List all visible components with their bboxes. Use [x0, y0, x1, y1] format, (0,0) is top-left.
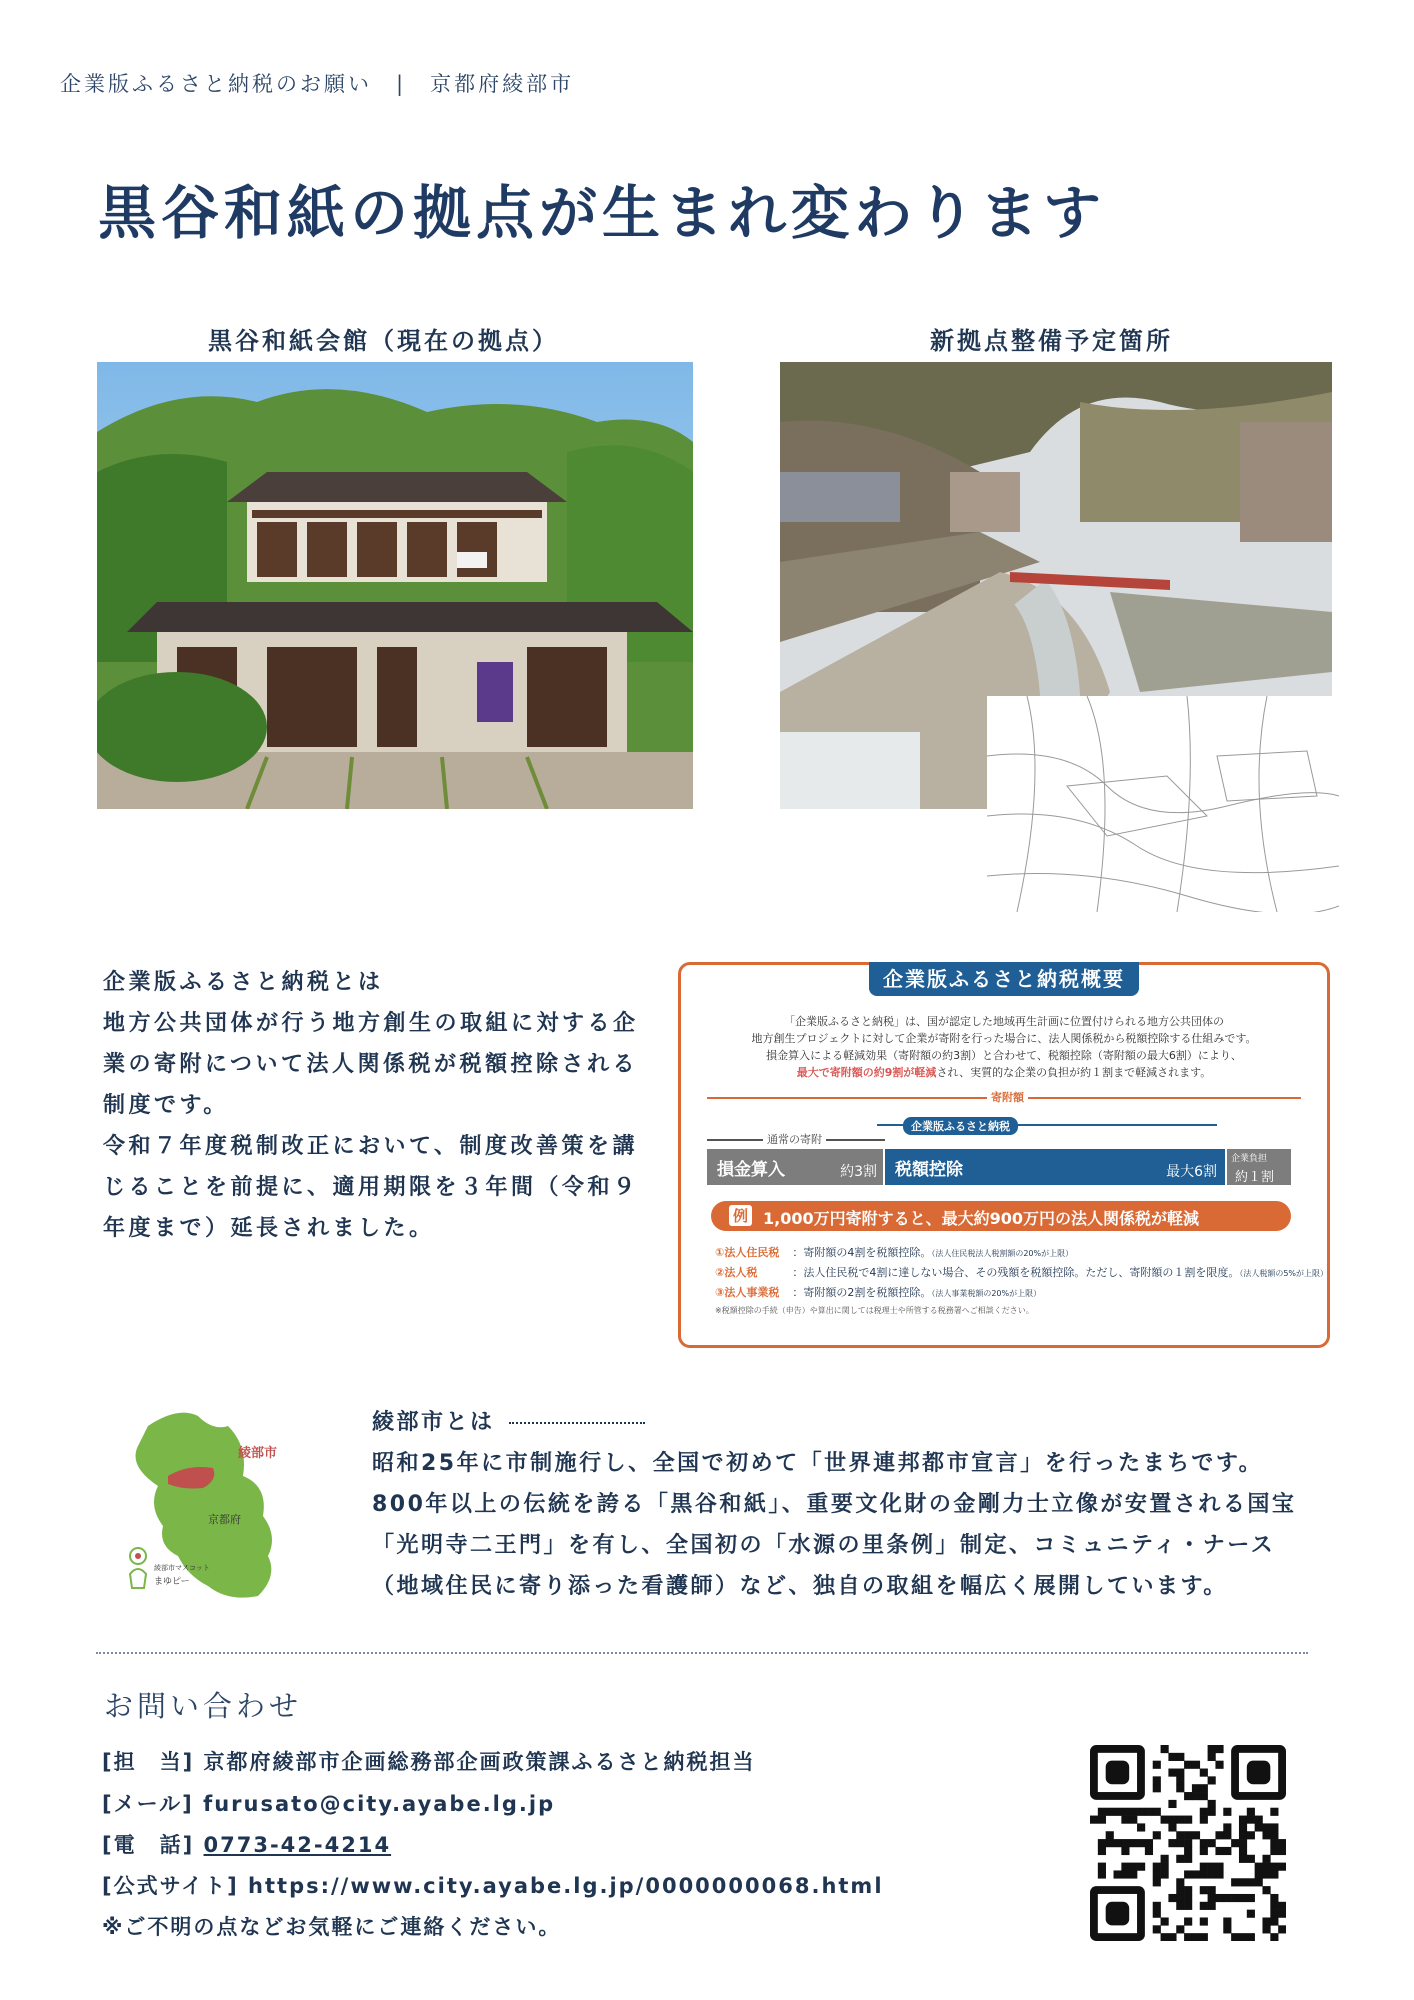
segment-burden-value: 約１割	[1235, 1170, 1275, 1185]
contact-heading: お問い合わせ	[104, 1689, 303, 1723]
section-divider	[96, 1652, 1308, 1654]
contact-row-email: [メール] furusato@city.ayabe.lg.jp	[102, 1792, 556, 1816]
ayabe-line: （地域住民に寄り添った看護師）など、独自の取組を幅広く展開しています。	[372, 1574, 1228, 1599]
tax-items-list	[715, 1243, 1329, 1316]
ayabe-city-label: 綾部市	[238, 1446, 278, 1461]
page-header	[60, 68, 574, 98]
header-right: 京都府綾部市	[430, 72, 575, 96]
page-title: 黒谷和紙の拠点が生まれ変わります	[98, 179, 1107, 247]
mascot-line-1: 綾部市マスコット	[154, 1564, 210, 1572]
furusato-tax-explanation	[103, 962, 663, 1249]
segment-loss-value: 約3割	[840, 1164, 877, 1180]
intro-line: じることを前提に、適用期限を３年間（令和９	[103, 1175, 639, 1200]
intro-line: 業の寄附について法人関係税が税額控除される	[103, 1052, 639, 1077]
overview-highlight-tail: され、実質的な企業の負担が約１割まで軽減されます。	[936, 1066, 1212, 1079]
intro-line: 制度です。	[103, 1093, 229, 1118]
ayabe-line: 800年以上の伝統を誇る「黒谷和紙」、重要文化財の金剛力士立像が安置される国宝	[372, 1492, 1297, 1517]
intro-line: 令和７年度税制改正において、制度改善策を講	[103, 1134, 639, 1159]
ayabe-line: 「光明寺二王門」を有し、全国初の「水源の里条例」制定、コミュニティ・ナース	[372, 1533, 1276, 1558]
contact-row-website: [公式サイト] https://www.city.ayabe.lg.jp/0000000068.html	[102, 1874, 884, 1898]
donation-label: 寄附額	[987, 1089, 1028, 1105]
qr-code[interactable]	[1090, 1745, 1286, 1941]
overview-para-3: 損金算入による軽減効果（寄附額の約3割）と合わせて、税額控除（寄附額の最大6割）により、	[766, 1049, 1242, 1062]
intro-line: 地方公共団体が行う地方創生の取組に対する企	[103, 1011, 639, 1036]
example-banner	[711, 1201, 1291, 1231]
mascot-line-2: まゆピー	[154, 1577, 190, 1587]
furusato-label: 企業版ふるさと納税	[903, 1117, 1018, 1135]
segment-credit	[885, 1149, 1225, 1185]
segment-credit-value: 最大6割	[1166, 1164, 1217, 1180]
kyoto-pref-label: 京都府	[208, 1513, 241, 1526]
header-separator: |	[396, 72, 407, 96]
ayabe-map	[118, 1406, 298, 1602]
normal-label: 通常の寄附	[763, 1131, 826, 1147]
overview-title: 企業版ふるさと納税概要	[869, 962, 1139, 996]
email-link[interactable]: furusato@city.ayabe.lg.jp	[203, 1792, 556, 1816]
tax-item: ②法人税 ：法人住民税で4割に達しない場合、その残額を税額控除。ただし、寄附額の１割を限度。（法人税額の5%が上限）	[715, 1266, 1329, 1279]
tax-item: ③法人事業税 ：寄附額の2割を税額控除。（法人事業税額の20%が上限）	[715, 1286, 1042, 1299]
segment-burden	[1227, 1149, 1291, 1185]
segment-loss	[707, 1149, 883, 1185]
segment-burden-label: 企業負担	[1231, 1154, 1268, 1164]
intro-line: 年度まで）延長されました。	[103, 1216, 435, 1241]
website-link[interactable]: https://www.city.ayabe.lg.jp/0000000068.html	[248, 1874, 884, 1898]
overview-para-4	[711, 1064, 1297, 1080]
contact-row-person: [担 当] 京都府綾部市企画総務部企画政策課ふるさと納税担当	[102, 1750, 756, 1774]
phone-link[interactable]: 0773-42-4214	[203, 1833, 392, 1857]
left-photo-caption: 黒谷和紙会館（現在の拠点）	[208, 327, 559, 355]
header-left: 企業版ふるさと納税のお願い	[60, 72, 372, 96]
ayabe-heading: 綾部市とは	[372, 1402, 1322, 1443]
segment-loss-label: 損金算入	[717, 1160, 785, 1180]
site-map-inset	[987, 696, 1339, 912]
contact-note: ※ご不明の点などお気軽にご連絡ください。	[102, 1915, 562, 1939]
ayabe-explanation	[372, 1402, 1322, 1607]
segment-credit-label: 税額控除	[895, 1160, 963, 1180]
tax-item: ①法人住民税 ：寄附額の4割を税額控除。（法人住民税法人税割額の20%が上限）	[715, 1246, 1074, 1259]
example-badge: 例	[729, 1205, 752, 1226]
intro-heading: 企業版ふるさと納税とは	[103, 970, 384, 995]
overview-para-1: 「企業版ふるさと納税」は、国が認定した地域再生計画に位置付けられる地方公共団体の	[784, 1015, 1224, 1028]
overview-para-2: 地方創生プロジェクトに対して企業が寄附を行った場合に、法人関係税から税額控除する仕組みです。	[751, 1032, 1257, 1045]
overview-highlight: 最大で寄附額の約9割が軽減	[796, 1066, 937, 1079]
kurotani-washi-hall-photo	[97, 362, 693, 809]
overview-footnote: ※税額控除の手続（申告）や算出に関しては税理士や所管する税務署へご相談ください。	[715, 1306, 1034, 1315]
example-text: 1,000万円寄附すると、最大約900万円の法人関係税が軽減	[763, 1209, 1200, 1228]
ayabe-line: 昭和25年に市制施行し、全国で初めて「世界連邦都市宣言」を行ったまちです。	[372, 1451, 1264, 1476]
contact-row-phone: [電 話] 0773-42-4214	[102, 1833, 392, 1857]
right-photo-caption: 新拠点整備予定箇所	[930, 327, 1173, 355]
tax-overview-box	[678, 962, 1330, 1348]
